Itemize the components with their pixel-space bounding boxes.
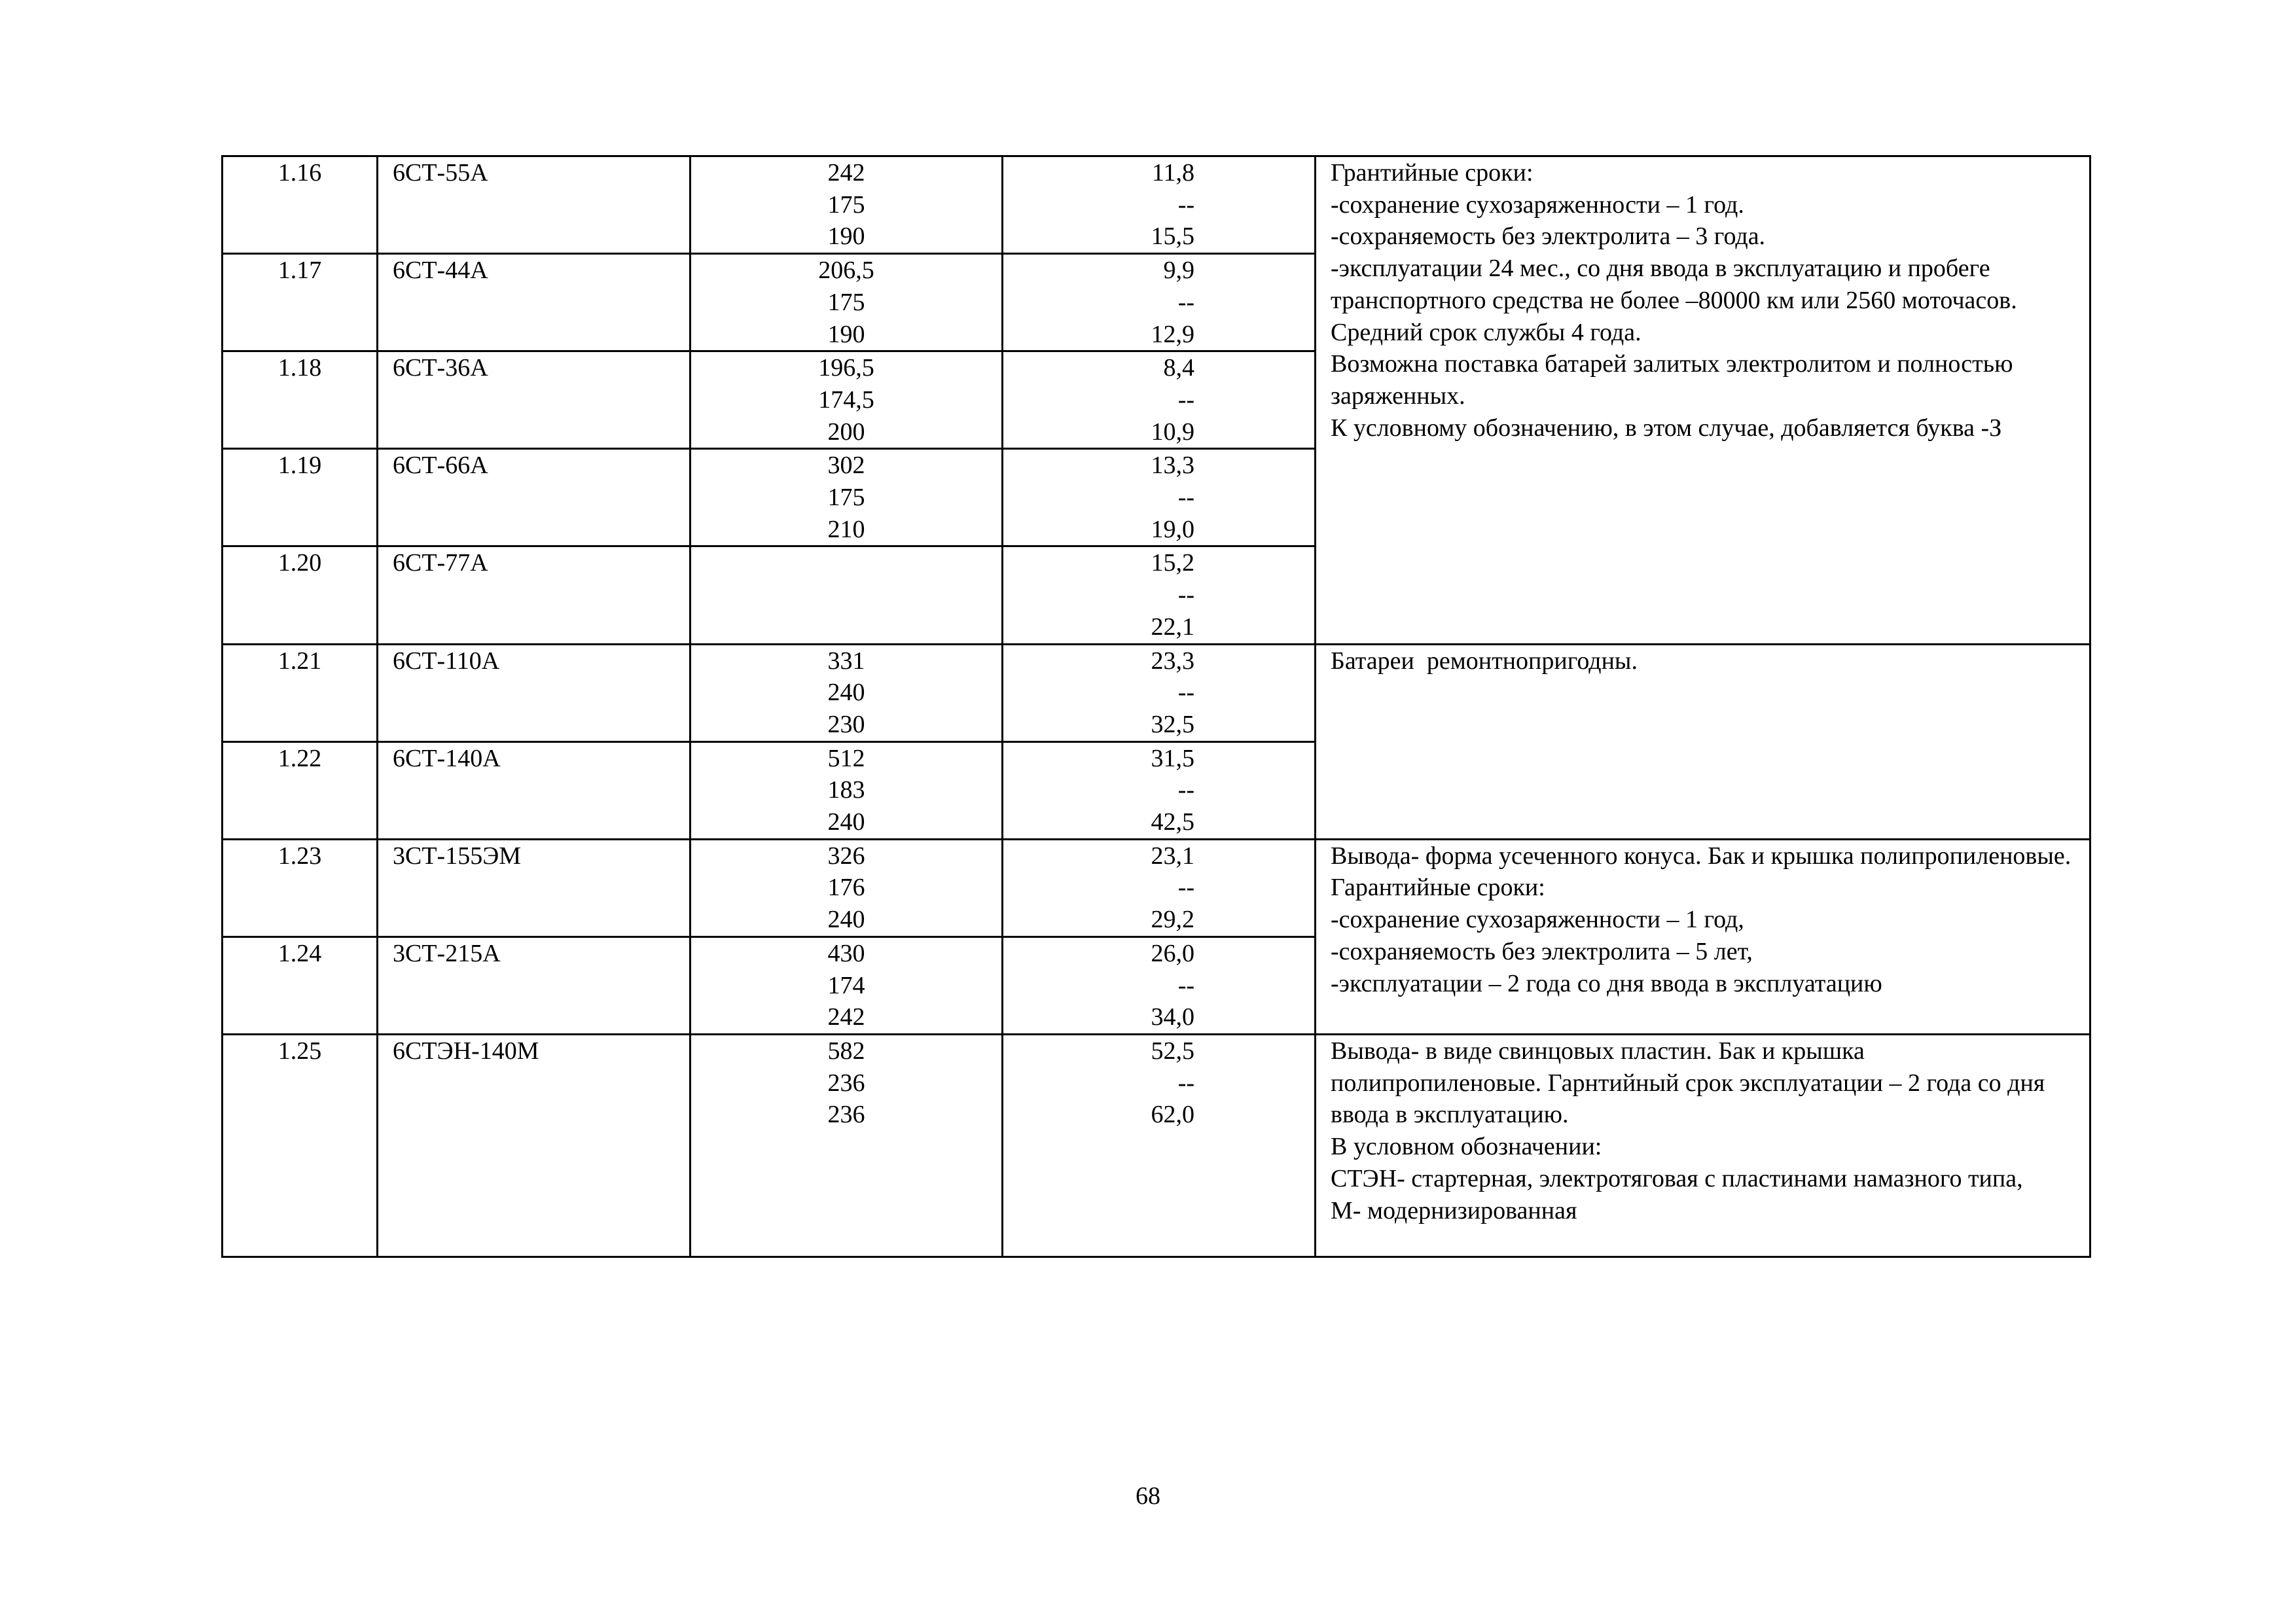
- row-number: 1.20: [223, 546, 378, 644]
- values-cell: 8,4 -- 10,9: [1003, 351, 1316, 449]
- battery-model: 6СТ-140А: [378, 741, 691, 839]
- row-number: 1.25: [223, 1034, 378, 1257]
- battery-model: 6СТ-66А: [378, 449, 691, 546]
- page-number: 68: [1136, 1482, 1160, 1510]
- values-cell: 23,3 -- 32,5: [1003, 644, 1316, 741]
- table-row: [223, 644, 2090, 741]
- row-number: 1.21: [223, 644, 378, 741]
- dimensions-cell: 582 236 236: [691, 1034, 1003, 1257]
- battery-model: 3СТ-215А: [378, 936, 691, 1034]
- table-row: [223, 839, 2090, 936]
- note-cell-warranty: Грантийные сроки: -сохранение сухозаряженности – 1 год. -сохраняемость без электролита – 3 года. -эксплуатации 24 мес., со дня ввода в эксплуатацию и пробеге транспортного средства не более –80000 км или 2560 моточасов. Средний срок службы 4 года. Возможна поставка батарей залитых электролитом и полностью заряженных. К условному обозначению, в этом случае, добавляется буква -З: [1316, 156, 2090, 645]
- note-cell-lead-plates: Вывода- в виде свинцовых пластин. Бак и крышка полипропиленовые. Гарнтийный срок эксплуатации – 2 года со дня ввода в эксплуатацию. В условном обозначении: СТЭН- стартерная, электротяговая с пластинами намазного типа, М- модернизированная: [1316, 1034, 2090, 1257]
- row-number: 1.23: [223, 839, 378, 936]
- battery-model: 6СТ-110А: [378, 644, 691, 741]
- dimensions-cell: 512 183 240: [691, 741, 1003, 839]
- battery-model: 6СТ-55А: [378, 156, 691, 254]
- values-cell: 13,3 -- 19,0: [1003, 449, 1316, 546]
- row-number: 1.18: [223, 351, 378, 449]
- values-cell: 11,8 -- 15,5: [1003, 156, 1316, 254]
- row-number: 1.16: [223, 156, 378, 254]
- battery-model: 6СТЭН-140М: [378, 1034, 691, 1257]
- note-cell-repairable: Батареи ремонтнопригодны.: [1316, 644, 2090, 839]
- dimensions-cell: 196,5 174,5 200: [691, 351, 1003, 449]
- row-number: 1.17: [223, 254, 378, 351]
- dimensions-cell: 302 175 210: [691, 449, 1003, 546]
- values-cell: 15,2 -- 22,1: [1003, 546, 1316, 644]
- dimensions-cell: 326 176 240: [691, 839, 1003, 936]
- values-cell: 52,5 -- 62,0: [1003, 1034, 1316, 1257]
- row-number: 1.22: [223, 741, 378, 839]
- dimensions-cell: 430 174 242: [691, 936, 1003, 1034]
- values-cell: 31,5 -- 42,5: [1003, 741, 1316, 839]
- dimensions-cell: 206,5 175 190: [691, 254, 1003, 351]
- table-row: [223, 156, 2090, 254]
- battery-spec-table: [221, 155, 2091, 1258]
- values-cell: 9,9 -- 12,9: [1003, 254, 1316, 351]
- note-cell-terminals-cone: Вывода- форма усеченного конуса. Бак и крышка полипропиленовые. Гарантийные сроки: -сохранение сухозаряженности – 1 год, -сохраняемость без электролита – 5 лет, -эксплуатации – 2 года со дня ввода в эксплуатацию: [1316, 839, 2090, 1034]
- row-number: 1.24: [223, 936, 378, 1034]
- battery-model: 6СТ-77А: [378, 546, 691, 644]
- dimensions-cell: 331 240 230: [691, 644, 1003, 741]
- battery-model: 6СТ-44А: [378, 254, 691, 351]
- table-row: [223, 1034, 2090, 1257]
- dimensions-cell: 242 175 190: [691, 156, 1003, 254]
- dimensions-cell: [691, 546, 1003, 644]
- values-cell: 23,1 -- 29,2: [1003, 839, 1316, 936]
- battery-model: 3СТ-155ЭМ: [378, 839, 691, 936]
- row-number: 1.19: [223, 449, 378, 546]
- battery-model: 6СТ-36А: [378, 351, 691, 449]
- values-cell: 26,0 -- 34,0: [1003, 936, 1316, 1034]
